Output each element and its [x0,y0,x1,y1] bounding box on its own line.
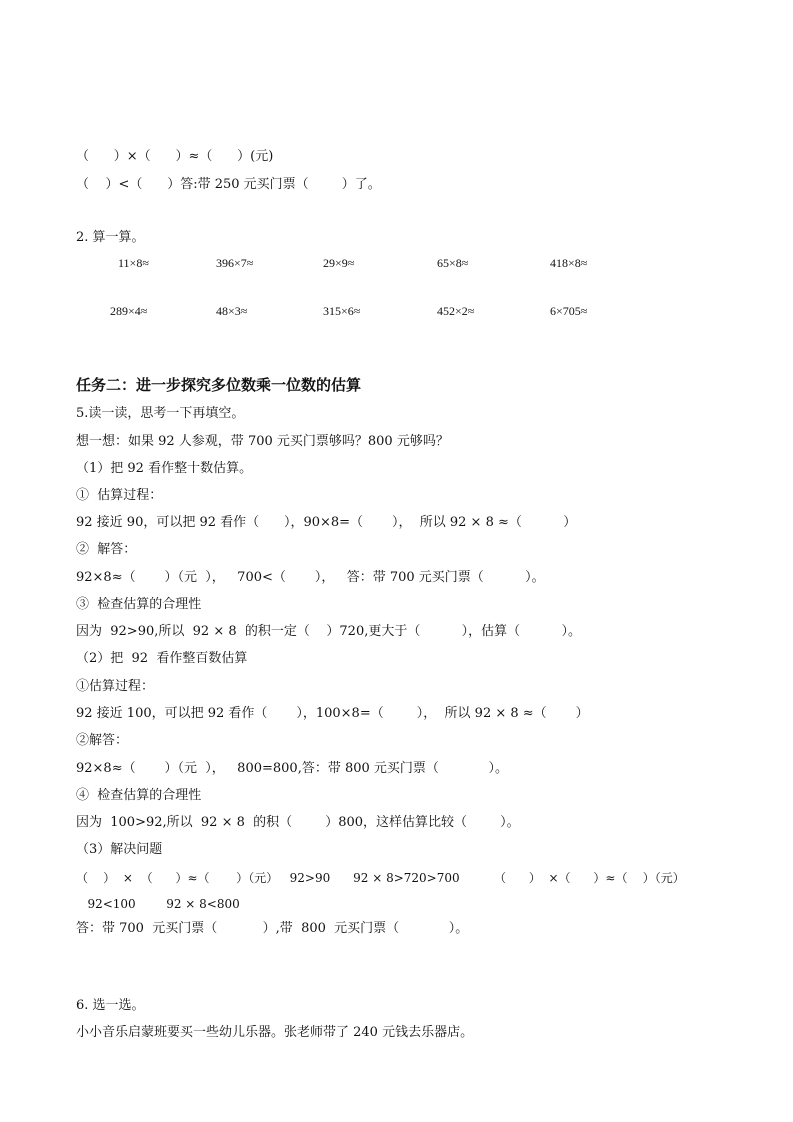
p2-step4-label: ④ 检查估算的合理性 [76,788,202,803]
section6-title: 6. 选一选。 [76,998,145,1013]
calc-row1-item3: 29×9≈ [323,256,355,270]
q5-title: 5.读一读，思考一下再填空。 [76,406,245,421]
p1-step2-label: ② 解答： [76,542,137,557]
calc-row2-item1: 289×4≈ [110,304,148,318]
calc-row2-item3: 315×6≈ [323,304,361,318]
p1-step1-text: 92 接近 90，可以把 92 看作（ ），90×8=（ ）， 所以 92 × 8 ≈（ ） [76,515,577,530]
task2-heading: 任务二：进一步探究多位数乘一位数的估算 [76,376,362,394]
calc-row1-item4: 65×8≈ [437,256,469,270]
calc-row1-item1: 11×8≈ [118,256,149,270]
p1-step3-text: 因为 92>90,所以 92 × 8 的积一定（ ）720,更大于（ ），估算（ ）。 [76,624,581,639]
p3-answer: 答：带 700 元买门票（ ）,带 800 元买门票（ ）。 [76,921,469,936]
p2-step4-text: 因为 100>92,所以 92 × 8 的积（ ）800，这样估算比较（ ）。 [76,815,520,830]
section6-text: 小小音乐启蒙班要买一些幼儿乐器。张老师带了 240 元钱去乐器店。 [76,1025,474,1040]
section2-title: 2. 算一算。 [76,230,145,245]
calc-row2-item5: 6×705≈ [550,304,588,318]
p2-step2-label: ②解答： [76,733,129,748]
top-line-1: （ ）×（ ）≈（ ）(元) [76,149,274,164]
p2-step1-label: ①估算过程： [76,679,155,694]
p2-step1-text: 92 接近 100，可以把 92 看作（ ），100×8=（ ）， 所以 92 × 8 ≈（ ） [76,706,589,721]
p3-line-2: 92<100 92 × 8<800 [76,897,240,911]
part3-title: （3）解决问题 [76,842,163,857]
part1-title: （1）把 92 看作整十数估算。 [76,461,253,476]
top-line-2: （ ）<（ ）答:带 250 元买门票（ ）了。 [76,177,381,192]
calc-row1-item5: 418×8≈ [550,256,588,270]
think-question: 想一想：如果 92 人参观，带 700 元买门票够吗？800 元够吗？ [76,434,449,449]
calc-row2-item2: 48×3≈ [216,304,248,318]
p1-step2-text: 92×8≈（ ）（元 ）， 700<（ ）， 答：带 700 元买门票（ ）。 [76,570,545,585]
part2-title: （2）把 92 看作整百数估算 [76,651,248,666]
p3-line-1: （ ） × （ ）≈（ ）（元） 92>90 92 × 8>720>700 （ ） ×（ ）≈（ ）（元） [76,871,685,885]
calc-row1-item2: 396×7≈ [216,256,254,270]
p2-step2-text: 92×8≈（ ）（元 ）， 800=800,答：带 800 元买门票（ ）。 [76,761,509,776]
p1-step1-label: ① 估算过程： [76,488,163,503]
calc-row2-item4: 452×2≈ [437,304,475,318]
p1-step3-label: ③ 检查估算的合理性 [76,597,202,612]
